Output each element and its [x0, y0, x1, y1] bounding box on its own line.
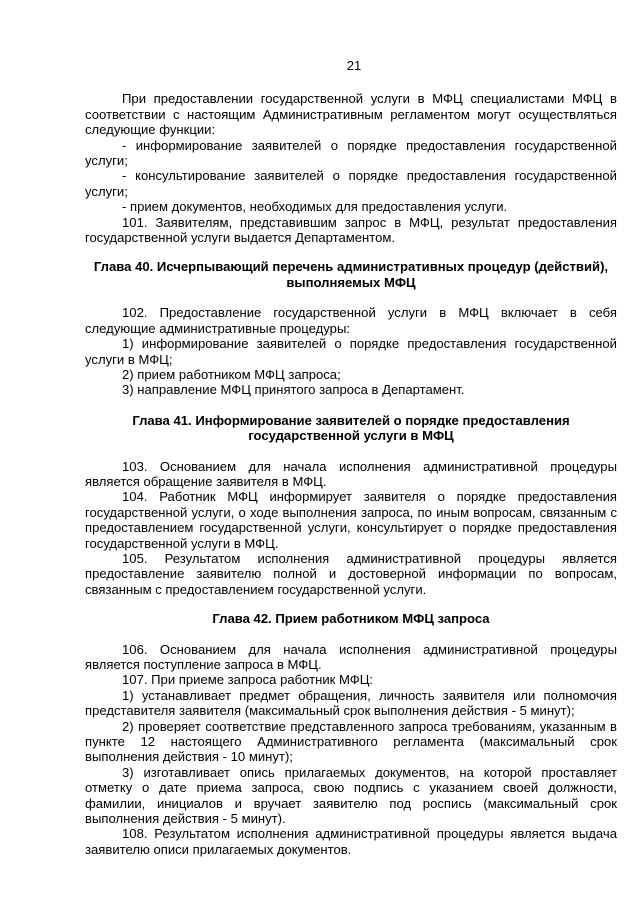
- reception-item-2: 2) проверяет соответствие представленного запроса требованиям, указанным в пункте 12 настоящего Административного регламента (максимальный срок выполнения действия - 10 минут);: [85, 718, 617, 765]
- chapter-40-title-line2: выполняемых МФЦ: [286, 274, 416, 290]
- procedure-item-2: 2) прием работником МФЦ запроса;: [122, 366, 341, 382]
- procedure-item-3: 3) направление МФЦ принятого запроса в Департамент.: [122, 382, 465, 398]
- paragraph-108: 108. Результатом исполнения административной процедуры является выдача заявителю описи прилагаемых документов.: [85, 826, 617, 857]
- page-number: 21: [346, 58, 362, 73]
- paragraph-mfc-functions: При предоставлении государственной услуги в МФЦ специалистами МФЦ в соответствии с настоящим Административным регламентом могут осуществляться следующие функции:: [85, 91, 617, 138]
- paragraph-106: 106. Основанием для начала исполнения административной процедуры является поступление запроса в МФЦ.: [85, 641, 617, 672]
- reception-item-1: 1) устанавливает предмет обращения, личность заявителя или полномочия представителя заявителя (максимальный срок выполнения действия - 5 минут);: [85, 687, 617, 719]
- paragraph-104: 104. Работник МФЦ информирует заявителя о порядке предоставления государственной услуги, о ходе выполнения запроса, по иным вопросам, связанным с предоставлением государственной услуги, консультирует о порядке предоставления государственной услуги в МФЦ.: [85, 489, 617, 551]
- chapter-40-title: [85, 259, 617, 290]
- paragraph-102: 102. Предоставление государственной услуги в МФЦ включает в себя следующие административные процедуры:: [85, 305, 617, 336]
- chapter-41-title: [85, 413, 617, 444]
- chapter-41-title-line1: Глава 41. Информирование заявителей о порядке предоставления: [132, 412, 570, 428]
- chapter-41-title-line2: государственной услуги в МФЦ: [248, 428, 454, 444]
- chapter-40-title-line1: Глава 40. Исчерпывающий перечень административных процедур (действий),: [93, 259, 609, 275]
- paragraph-105: 105. Результатом исполнения административной процедуры является предоставление заявителю полной и достоверной информации по вопросам, связанным с предоставлением государственной услуги.: [85, 550, 617, 597]
- procedure-item-1: 1) информирование заявителей о порядке предоставления государственной услуги в МФЦ;: [85, 336, 617, 367]
- paragraph-107: 107. При приеме запроса работник МФЦ:: [122, 672, 374, 688]
- document-page: [85, 58, 617, 857]
- paragraph-101: 101. Заявителям, представившим запрос в МФЦ, результат предоставления государственной услуги выдается Департаментом.: [85, 214, 617, 246]
- chapter-42-title: Глава 42. Прием работником МФЦ запроса: [212, 611, 490, 627]
- function-consulting: - консультирование заявителей о порядке предоставления государственной услуги;: [85, 168, 617, 199]
- function-informing: - информирование заявителей о порядке предоставления государственной услуги;: [85, 137, 617, 169]
- function-reception: - прием документов, необходимых для предоставления услуги.: [122, 199, 508, 215]
- reception-item-3: 3) изготавливает опись прилагаемых документов, на которой проставляет отметку о дате приема запроса, свою подпись с указанием своей должности, фамилии, инициалов и вручает заявителю под роспись (максимальный срок выполнения действия - 5 минут).: [85, 764, 617, 827]
- paragraph-103: 103. Основанием для начала исполнения административной процедуры является обращение заявителя в МФЦ.: [85, 458, 617, 489]
